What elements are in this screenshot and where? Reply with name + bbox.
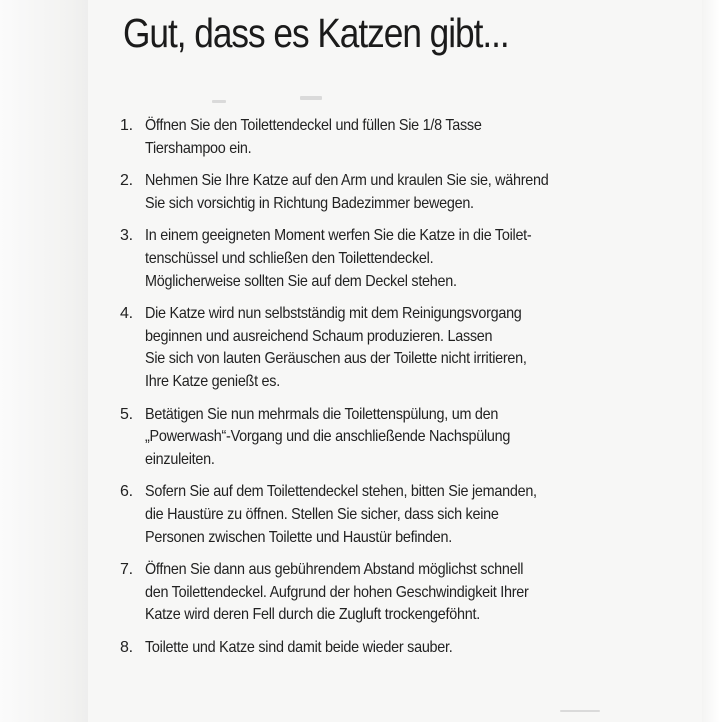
list-item [120, 404, 680, 472]
item-text-line: Öffnen Sie den Toilettendeckel und füllen Sie 1/8 Tasse [145, 117, 482, 134]
item-text-line: Sie sich vorsichtig in Richtung Badezimmer bewegen. [145, 194, 474, 212]
left-margin-shading [0, 0, 88, 722]
list-item [120, 481, 680, 549]
item-text-line: beginnen und ausreichend Schaum produzieren. Lassen [145, 327, 493, 345]
item-text-line: Tiershampoo ein. [145, 139, 252, 157]
item-text-line: Sofern Sie auf dem Toilettendeckel stehen, bitten Sie jemanden, [145, 483, 537, 501]
item-text-line: Nehmen Sie Ihre Katze auf den Arm und kraulen Sie sie, während [145, 172, 549, 190]
item-text-line: „Powerwash“-Vorgang und die anschließende Nachspülung [145, 428, 511, 446]
item-number: 4. [120, 305, 133, 323]
item-text-line: Sie sich von lauten Geräuschen aus der Toilette nicht irritieren, [145, 350, 527, 368]
item-number: 3. [120, 227, 133, 245]
item-text-line: In einem geeigneten Moment werfen Sie die Katze in die Toilet- [145, 227, 532, 245]
item-number: 8. [120, 638, 133, 656]
item-number: 5. [120, 405, 133, 423]
list-item [120, 225, 680, 293]
item-text-line: tenschüssel und schließen den Toilettendeckel. [145, 249, 434, 267]
item-number: 7. [120, 561, 133, 579]
list-item [120, 637, 680, 660]
instruction-list [120, 115, 680, 669]
list-item [120, 170, 680, 215]
list-item [120, 303, 680, 393]
item-text-line: Katze wird deren Fell durch die Zugluft trockengeföhnt. [145, 606, 480, 624]
item-text-line: die Haustüre zu öffnen. Stellen Sie sicher, dass sich keine [145, 505, 499, 523]
scan-speck [300, 96, 322, 100]
item-text-line: Öffnen Sie dann aus gebührendem Abstand möglichst schnell [145, 561, 524, 579]
right-edge-shading [702, 0, 720, 722]
item-number: 2. [120, 172, 133, 190]
item-text-line: Toilette und Katze sind damit beide wieder sauber. [145, 638, 453, 656]
item-number: 1. [120, 117, 133, 134]
list-item [120, 115, 680, 160]
item-text-line: Betätigen Sie nun mehrmals die Toilettenspülung, um den [145, 405, 499, 423]
document-title: Gut, dass es Katzen gibt... [123, 10, 509, 56]
item-text-line: den Toilettendeckel. Aufgrund der hohen Geschwindigkeit Ihrer [145, 583, 529, 601]
item-text-line: Die Katze wird nun selbstständig mit dem Reinigungsvorgang [145, 305, 522, 323]
item-text-line: Personen zwischen Toilette und Haustür befinden. [145, 528, 452, 546]
item-text-line: Möglicherweise sollten Sie auf dem Deckel stehen. [145, 272, 457, 290]
scan-speck [560, 710, 600, 712]
item-text-line: Ihre Katze genießt es. [145, 372, 280, 390]
list-item [120, 559, 680, 627]
scan-speck [212, 100, 226, 103]
item-number: 6. [120, 483, 133, 501]
item-text-line: einzuleiten. [145, 450, 215, 468]
